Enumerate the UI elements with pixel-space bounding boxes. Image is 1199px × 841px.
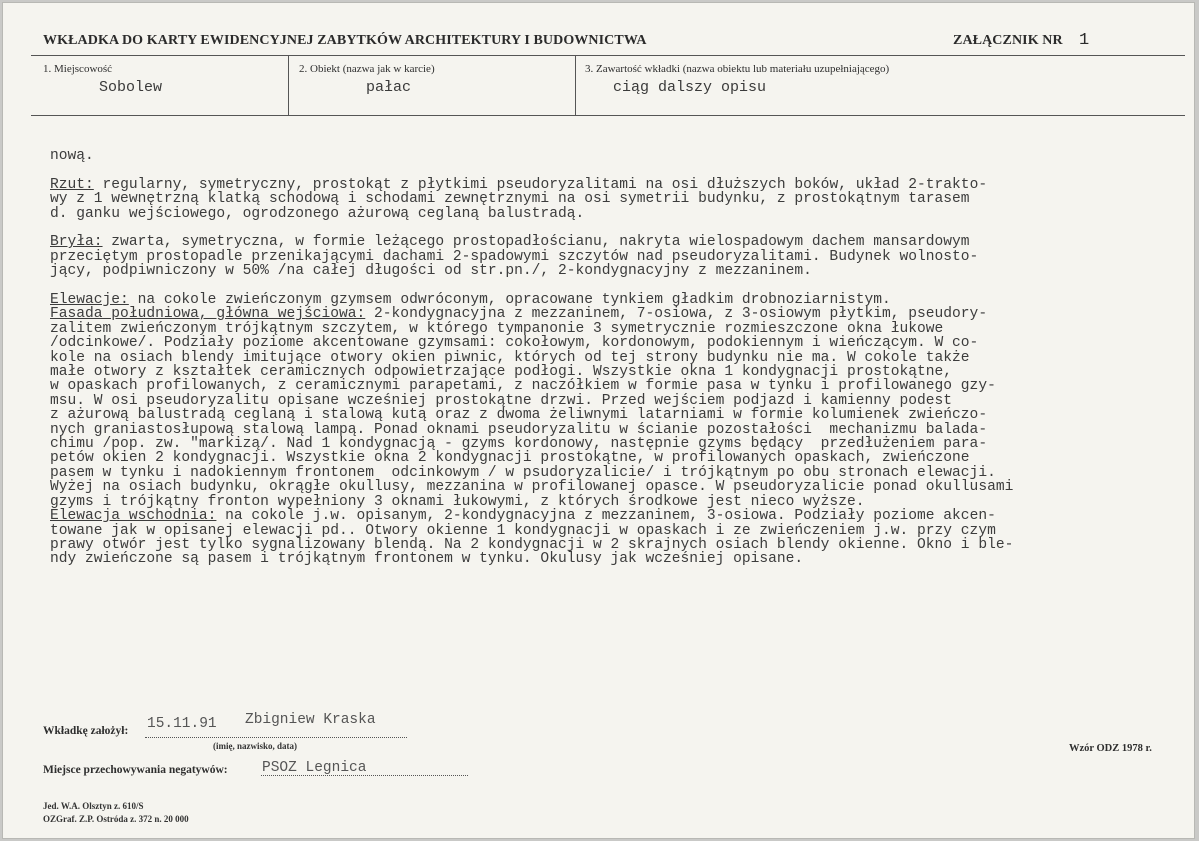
author-date: 15.11.91	[147, 716, 217, 732]
field-divider-1	[288, 55, 289, 115]
text-line: kole na osiach blendy imitujące otwory okien piwnic, których od tej strony budynku nie ma. W cokole także	[50, 349, 970, 366]
locality-label: 1. Miejscowość	[43, 63, 113, 75]
continued-word: nową.	[50, 148, 94, 164]
text-line: na cokole zwieńczonym gzymsem odwróconym, opracowane tynkiem gładkim drobnoziarnistym.	[128, 292, 891, 309]
text-line: z ażurową balustradą ceglaną i stalową kutą oraz z dwoma żeliwnymi latarniami w formie kolumienek zwieńczo-	[50, 407, 988, 424]
object-value: pałac	[366, 79, 412, 96]
text-line: zwarta, symetryczna, w formie leżącego prostopadłościanu, nakryta wielospadowym dachem mansardowym	[102, 234, 970, 251]
author-dotted-line	[145, 737, 407, 738]
text-line: petów okien 2 kondygnacji. Wszystkie okna 2 kondygnacji prostokątne, w profilowanych opaskach, zwieńczone	[50, 450, 970, 467]
text-line: /odcinkowe/. Podziały poziome akcentowane gzymsami: cokołowym, kordonowym, podokiennym i wieńczącym. W co-	[50, 335, 979, 352]
text-line: regularny, symetryczny, prostokąt z płytkimi pseudoryzalitami na osi dłuższych boków, układ 2-trakto-	[93, 176, 988, 193]
model-number: Wzór ODZ 1978 r.	[1069, 743, 1152, 754]
locality-value: Sobolew	[99, 79, 163, 96]
text-line: pasem w tynku i nadokiennym frontonem odcinkowym / w psudoryzalicie/ i trójkątnym po obu stronach elewacji.	[50, 464, 996, 481]
text-line: Wyżej na osiach budynku, okrągłe okullusy, mezzanina w profilowanej opasce. W pseudoryzalicie ponad okullusami	[50, 479, 1014, 496]
bryla-heading: Bryła:	[50, 234, 103, 251]
author-hint: (imię, nazwisko, data)	[213, 741, 297, 751]
text-line: chimu /pop. zw. "markizą/. Nad 1 kondygnacją - gzyms kordonowy, następnie gzyms będący przedłużeniem para-	[50, 436, 988, 453]
text-line: 2-kondygnacyjna z mezzaninem, 7-osiowa, z 3-osiowym płytkim, pseudory-	[365, 306, 988, 323]
author-label: Wkładkę założył:	[43, 725, 129, 737]
rzut-heading: Rzut:	[50, 176, 94, 193]
storage-value: PSOZ Legnica	[262, 760, 367, 776]
text-line: małe otwory z kształtek ceramicznych odpowietrzające podłogi. Wszystkie okna 1 kondygnacji prostokątne,	[50, 364, 953, 381]
text-line: prawy otwór jest tylko sygnalizowany blendą. Na 2 kondygnacji w 2 skrajnych osiach blendy okienne. Okno i ble-	[50, 536, 1014, 553]
elewacje-heading: Elewacje:	[50, 292, 129, 309]
text-line: d. ganku wejściowego, ogrodzonego ażurową ceglaną balustradą.	[50, 205, 585, 222]
text-line: gzyms i trójkątny fronton wypełniony 3 oknami łukowymi, z których środkowe jest nieco wyższe.	[50, 493, 865, 510]
text-line: w opaskach profilowanych, z ceramicznymi parapetami, z naczółkiem w formie pasa w tynku i profilowanego gzy-	[50, 378, 996, 395]
text-line: nych graniastosłupową stalową lampą. Ponad oknami pseudoryzalitu w ścianie pozostałości mechanizmu balada-	[50, 421, 988, 438]
record-card	[2, 2, 1195, 839]
attachment-label: ZAŁĄCZNIK NR	[953, 33, 1063, 48]
fields-rule	[31, 115, 1185, 116]
text-line: towane jak w opisanej elewacji pd.. Otwory okienne 1 kondygnacji w opaskach i ze zwieńczeniem j.w. przy czym	[50, 522, 996, 539]
description-text	[50, 149, 1170, 567]
fasada-heading: Fasada południowa, główna wejściowa:	[50, 306, 366, 323]
text-line: przeciętym prostopadle przenikającymi dachami 2-spadowymi szczytów nad pseudoryzalitami. Budynek wolnosto-	[50, 248, 979, 265]
storage-label: Miejsce przechowywania negatywów:	[43, 764, 228, 776]
print-info-2: OZGraf. Z.P. Ostróda z. 372 n. 20 000	[43, 814, 189, 824]
text-line: ndy zwieńczone są pasem i trójkątnym frontonem w tynku. Okulusy jak wcześniej opisane.	[50, 551, 804, 568]
text-line: wy z 1 wewnętrzną klatką schodową i schodami zewnętrznymi na osi symetrii budynku, z prostokątnym tarasem	[50, 191, 970, 208]
text-line: zalitem zwieńczonym trójkątnym szczytem, w którego tympanonie 3 symetrycznie rozmieszczone okna łukowe	[50, 320, 944, 337]
text-line: msu. W osi pseudoryzalitu opisane wcześniej prostokątne drzwi. Przed wejściem podjazd i kamienny podest	[50, 392, 953, 409]
print-info-1: Jed. W.A. Olsztyn z. 610/S	[43, 801, 144, 811]
attachment-number: 1	[1079, 31, 1090, 50]
object-label: 2. Obiekt (nazwa jak w karcie)	[299, 63, 435, 75]
text-line: jący, podpiwniczony w 50% /na całej długości od str.pn./, 2-kondygnacyjny z mezzaninem.	[50, 263, 812, 280]
top-rule	[31, 55, 1185, 56]
card-title: WKŁADKA DO KARTY EWIDENCYJNEJ ZABYTKÓW ARCHITEKTURY I BUDOWNICTWA	[43, 33, 647, 48]
content-value: ciąg dalszy opisu	[613, 79, 767, 96]
field-divider-2	[575, 55, 576, 115]
wschodnia-heading: Elewacja wschodnia:	[50, 508, 217, 525]
author-name: Zbigniew Kraska	[245, 712, 376, 728]
content-label: 3. Zawartość wkładki (nazwa obiektu lub materiału uzupełniającego)	[585, 63, 890, 75]
text-line: na cokole j.w. opisanym, 2-kondygnacyjna z mezzaninem, 3-osiowa. Podziały poziome akcen-	[216, 508, 996, 525]
